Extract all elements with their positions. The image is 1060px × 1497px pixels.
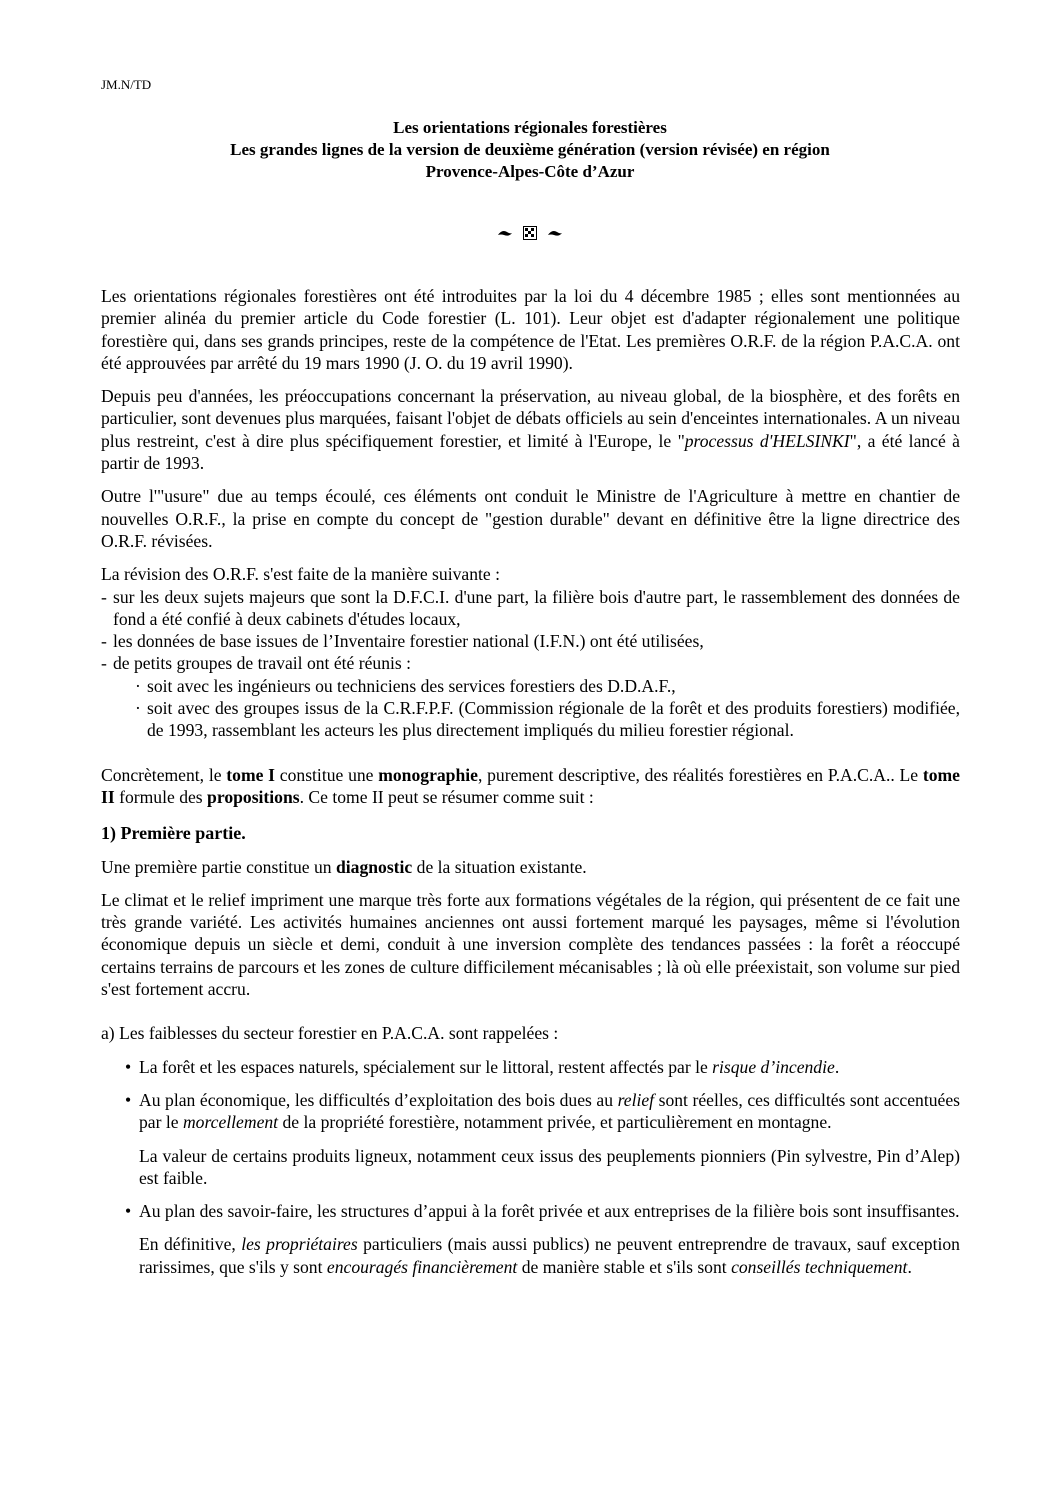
list-item-text: de petits groupes de travail ont été réunis : — [113, 653, 412, 674]
italic-text: les propriétaires — [241, 1234, 358, 1255]
list-item-text: les données de base issues de l’Inventaire forestier national (I.F.N.) ont été utilisées, — [113, 631, 704, 652]
bullet-text — [139, 1089, 960, 1134]
weaknesses-intro: a) Les faiblesses du secteur forestier en P.A.C.A. sont rappelées : — [101, 1023, 559, 1044]
italic-text: relief — [617, 1089, 655, 1110]
bold-text: tome I — [226, 764, 276, 785]
italic-text: processus d'HELSINKI — [684, 430, 850, 451]
climate-paragraph: Le climat et le relief impriment une marque très forte aux formations végétales de la région, qui présentent de ce fait une très grande variété. Les activités humaines anciennes ont aussi fortement marqué les paysages, même si l'évolution économique depuis un siècle et demi, conduit à une inversion complète des tendances passées : la forêt a réoccupé certains terrains de parcours et les zones de culture difficilement mécanisables ; là où elle préexistait, son volume sur pied s'est fortement accru. — [101, 889, 960, 1000]
text-run: particuliers (mais aussi publics) ne peuvent entreprendre de travaux, sauf exception rarissimes, que s'ils y sont — [139, 1234, 960, 1277]
text-run: . — [907, 1256, 912, 1277]
italic-text: morcellement — [182, 1112, 279, 1133]
bullet-item: • Au plan économique, les difficultés d’exploitation des bois dues au relief sont réelles, ces difficultés sont accentuées par le morcellement de la propriété forestière, notamment privée, et particulièrement en montagne. — [125, 1089, 960, 1133]
list-item: - les données de base issues de l’Inventaire forestier national (I.F.N.) ont été utilisées, — [101, 630, 960, 652]
text-run: ", a été lancé à partir de 1993. — [101, 430, 960, 474]
italic-text: encouragés financièrement — [326, 1256, 518, 1277]
bullet-continuation — [101, 1233, 960, 1278]
sub-list-item: · soit avec des groupes issus de la C.R.F.P.F. (Commission régionale de la forêt et des produits forestiers) modifiée, de 1993, rassemblant les acteurs les plus directement impliqués du milieu forestier régional. — [135, 698, 960, 741]
context-paragraph — [101, 385, 960, 474]
bullet-item: • Au plan des savoir-faire, les structures d’appui à la forêt privée et aux entreprises de la filière bois sont insuffisantes. — [125, 1201, 960, 1222]
text-run: de la propriété forestière, notamment privée, et particulièrement en montagne. — [278, 1112, 832, 1133]
ornament-divider — [0, 226, 1060, 240]
leaf-right-icon — [547, 229, 563, 237]
sub-list-item-text: soit avec des groupes issus de la C.R.F.P.F. (Commission régionale de la forêt et des produits forestiers) modifiée, de 1993, rassemblant les acteurs les plus directement impliqués du milieu forestier régional. — [147, 698, 960, 741]
bold-text: monographie — [378, 764, 478, 785]
text-run: . — [834, 1056, 840, 1077]
intro-paragraph: Les orientations régionales forestières ont été introduites par la loi du 4 décembre 1985 ; elles sont mentionnées au premier alinéa du premier article du Code forestier (L. 101). Leur objet est d'adapter régionalement une politique forestière qui, dans ses grands principes, reste de la compétence de l'Etat. Les premières O.R.F. de la région P.A.C.A. ont été approuvées par arrêté du 19 mars 1990 (J. O. du 19 avril 1990). — [101, 286, 960, 373]
title-line-1: Les orientations régionales forestières — [393, 118, 667, 137]
bold-text: tome II — [101, 764, 960, 807]
section-heading: 1) Première partie. — [101, 823, 246, 844]
sub-list-item-text: soit avec les ingénieurs ou techniciens des services forestiers des D.D.A.F., — [147, 675, 676, 696]
italic-text: risque d’incendie — [712, 1056, 835, 1077]
document-body — [101, 285, 960, 1278]
text-run: formule des — [114, 786, 208, 807]
text-run: Une première partie constitue un — [101, 856, 336, 877]
list-item: - sur les deux sujets majeurs que sont la D.F.C.I. d'une part, la filière bois d'autre part, le rassemblement des données de fond a été confié à deux cabinets d'études locaux, — [101, 586, 960, 629]
text-run: de la situation existante. — [412, 856, 587, 877]
list-item-text: sur les deux sujets majeurs que sont la D.F.C.I. d'une part, la filière bois d'autre part, le rassemblement des données de fond a été confié à deux cabinets d'études locaux, — [113, 586, 960, 629]
document-reference: JM.N/TD — [101, 77, 152, 92]
text-run: Concrètement, le — [101, 764, 227, 785]
revision-paragraph: Outre l'"usure" due au temps écoulé, ces éléments ont conduit le Ministre de l'Agriculture à mettre en chantier de nouvelles O.R.F., la prise en compte du concept de "gestion durable" devant en définitive être la ligne directrice des O.R.F. révisées. — [101, 486, 960, 551]
text-run: La forêt et les espaces naturels, spécialement sur le littoral, restent affectés par le — [139, 1056, 713, 1077]
text-run: , purement descriptive, des réalités forestières en P.A.C.A.. Le — [477, 764, 923, 785]
method-intro: La révision des O.R.F. s'est faite de la manière suivante : — [101, 564, 500, 585]
sub-list-item: · soit avec les ingénieurs ou techniciens des services forestiers des D.D.A.F., — [101, 675, 960, 697]
title-line-3: Provence-Alpes-Côte d’Azur — [425, 162, 635, 181]
italic-text: conseillés techniquement — [731, 1256, 908, 1277]
list-item: - de petits groupes de travail ont été réunis : — [101, 652, 960, 674]
diagnostic-paragraph — [101, 856, 960, 878]
summary-paragraph — [101, 764, 960, 809]
bold-text: propositions — [207, 786, 300, 807]
text-run: En définitive, — [139, 1234, 242, 1255]
title-line-2: Les grandes lignes de la version de deuxième génération (version révisée) en région — [230, 140, 830, 159]
leaf-left-icon — [497, 229, 513, 237]
checkered-square-icon — [523, 226, 537, 240]
bullet-text: Au plan des savoir-faire, les structures d’appui à la forêt privée et aux entreprises de la filière bois sont insuffisantes. — [139, 1201, 960, 1222]
bullet-item: • La forêt et les espaces naturels, spécialement sur le littoral, restent affectés par le risque d’incendie. — [101, 1056, 960, 1078]
bullet-continuation: La valeur de certains produits ligneux, notamment ceux issus des peuplements pionniers (Pin sylvestre, Pin d’Alep) est faible. — [139, 1145, 960, 1188]
bold-text: diagnostic — [335, 856, 413, 877]
text-run: . Ce tome II peut se résumer comme suit : — [299, 786, 594, 807]
bullet-text — [139, 1056, 960, 1078]
text-run: constitue une — [275, 764, 379, 785]
text-run: Depuis peu d'années, les préoccupations concernant la préservation, au niveau global, de la biosphère, et des forêts en particulier, sont devenues plus marquées, faisant l'objet de débats officiels au sein d'enceintes internationales. A un niveau plus restreint, c'est à dire plus spécifiquement forestier, et limité à l'Europe, le " — [101, 386, 960, 451]
document-title — [101, 117, 959, 183]
text-run: sont réelles, ces difficultés sont accentuées par le — [139, 1089, 960, 1133]
text-run: de manière stable et s'ils sont — [517, 1256, 732, 1277]
text-run: Au plan économique, les difficultés d’exploitation des bois dues au — [139, 1089, 618, 1110]
